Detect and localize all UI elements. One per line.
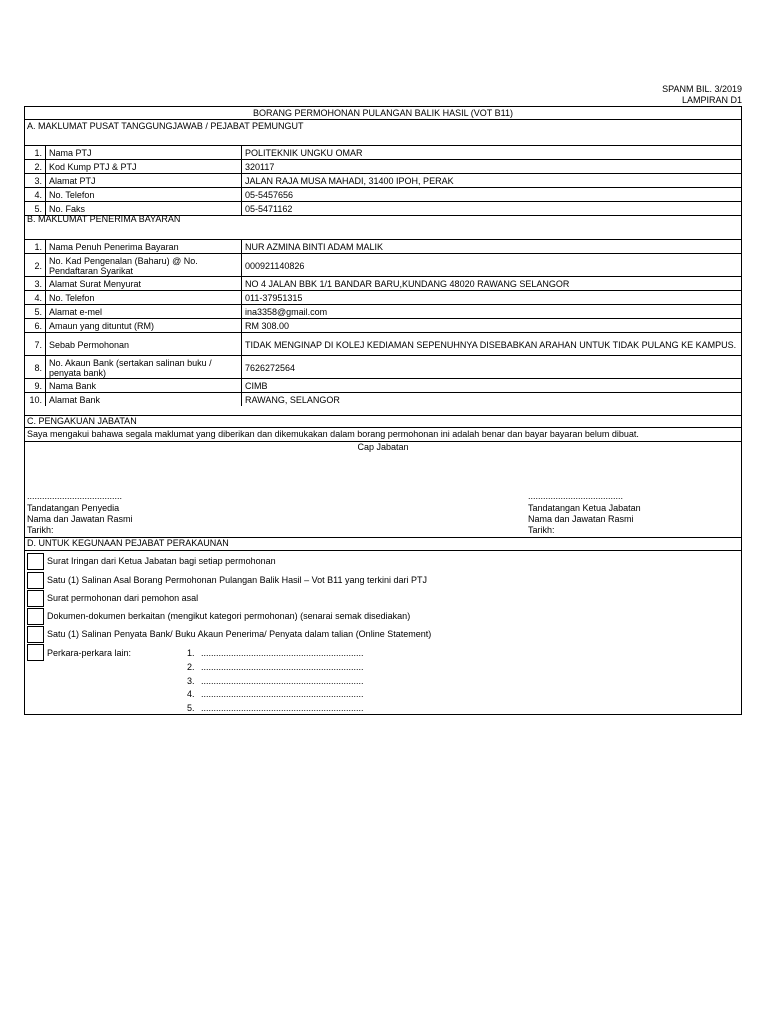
row-number-cell xyxy=(25,254,45,277)
field-value[interactable]: 011-37951315 xyxy=(245,293,303,303)
row-number-cell xyxy=(25,305,45,319)
field-value-cell xyxy=(241,305,743,319)
table-row xyxy=(25,276,741,291)
field-label: No. Telefon xyxy=(49,293,95,303)
section-b-heading: B. MAKLUMAT PENERIMA BAYARAN xyxy=(27,214,181,224)
row-number: 7. xyxy=(34,339,42,350)
field-label-cell xyxy=(45,188,241,202)
other-item-line[interactable]: ................................................................. xyxy=(201,648,364,658)
field-label: No. Kad Pengenalan (Baharu) @ No. Pendaftaran Syarikat xyxy=(49,255,198,276)
head-date-label: Tarikh: xyxy=(528,525,555,535)
field-label-cell xyxy=(45,393,241,406)
field-label-cell xyxy=(45,146,241,160)
field-label-cell xyxy=(45,254,241,277)
field-value[interactable]: JALAN RAJA MUSA MAHADI, 31400 IPOH, PERAK xyxy=(245,176,454,186)
other-item-line[interactable]: ................................................................. xyxy=(201,676,364,686)
table-row xyxy=(25,378,741,393)
document-appendix: LAMPIRAN D1 xyxy=(681,95,742,105)
field-value-cell xyxy=(241,146,743,160)
checkbox-original-form[interactable] xyxy=(27,572,44,589)
preparer-date-label: Tarikh: xyxy=(27,525,54,535)
row-number: 9. xyxy=(34,381,42,391)
row-number: 5. xyxy=(34,204,42,214)
table-row xyxy=(25,392,741,406)
row-number: 1. xyxy=(34,242,42,252)
checkbox-covering-letter[interactable] xyxy=(27,553,44,570)
field-value-cell xyxy=(241,393,743,406)
field-value-cell xyxy=(241,319,743,333)
field-label-cell xyxy=(45,319,241,333)
table-row xyxy=(25,239,741,254)
checkbox-related-documents[interactable] xyxy=(27,608,44,625)
field-value[interactable]: RAWANG, SELANGOR xyxy=(245,394,340,405)
field-label: No. Akaun Bank (sertakan salinan buku / penyata bank) xyxy=(49,357,212,378)
table-row xyxy=(25,173,741,188)
field-label-cell xyxy=(45,277,241,291)
field-label: No. Faks xyxy=(49,204,86,214)
field-value-cell xyxy=(241,240,743,254)
checklist-item-5: Satu (1) Salinan Penyata Bank/ Buku Akaun Penerima/ Penyata dalam talian (Online Statement) xyxy=(47,629,432,639)
other-item-number: 4. xyxy=(187,689,195,699)
row-number: 4. xyxy=(34,190,42,200)
field-value[interactable]: RM 308.00 xyxy=(245,321,290,331)
field-value[interactable]: ina3358@gmail.com xyxy=(245,307,328,317)
field-label-cell xyxy=(45,333,241,356)
head-name-label: Nama dan Jawatan Rasmi xyxy=(528,514,634,524)
checklist-item-4: Dokumen-dokumen berkaitan (mengikut kategori permohonan) (senarai semak disediakan) xyxy=(47,611,411,621)
field-label: No. Telefon xyxy=(49,190,95,200)
field-value-cell xyxy=(241,291,743,305)
section-a-heading: A. MAKLUMAT PUSAT TANGGUNGJAWAB / PEJABAT PEMUNGUT xyxy=(27,121,304,131)
other-item-number: 5. xyxy=(187,703,195,713)
field-value-cell xyxy=(241,174,743,188)
field-label: Amaun yang dituntut (RM) xyxy=(49,321,155,331)
field-value[interactable]: CIMB xyxy=(245,381,268,391)
table-row xyxy=(25,332,741,356)
field-label: Kod Kump PTJ & PTJ xyxy=(49,162,137,172)
other-item-number: 2. xyxy=(187,662,195,672)
application-form xyxy=(24,106,742,715)
field-value-cell xyxy=(241,277,743,291)
field-value[interactable]: NO 4 JALAN BBK 1/1 BANDAR BARU,KUNDANG 48020 RAWANG SELANGOR xyxy=(245,279,570,289)
section-d-heading: D. UNTUK KEGUNAAN PEJABAT PERAKAUNAN xyxy=(27,538,229,548)
row-number: 2. xyxy=(34,162,42,172)
row-number: 10. xyxy=(29,394,42,405)
table-row xyxy=(25,187,741,202)
row-number-cell xyxy=(25,146,45,160)
field-value[interactable]: 320117 xyxy=(245,162,275,172)
table-row xyxy=(25,253,741,277)
other-item-number: 1. xyxy=(187,648,195,658)
row-number: 1. xyxy=(34,148,42,158)
field-value-cell xyxy=(241,202,743,216)
other-item-line[interactable]: ................................................................. xyxy=(201,689,364,699)
preparer-name-label: Nama dan Jawatan Rasmi xyxy=(27,514,133,524)
field-value-cell xyxy=(241,356,743,379)
field-value[interactable]: TIDAK MENGINAP DI KOLEJ KEDIAMAN SEPENUHNYA DISEBABKAN ARAHAN UNTUK TIDAK PULANG KE KAMPUS. xyxy=(245,339,737,350)
field-label: Alamat PTJ xyxy=(49,176,96,186)
row-number-cell xyxy=(25,333,45,356)
checkbox-applicant-letter[interactable] xyxy=(27,590,44,607)
field-value[interactable]: 05-5457656 xyxy=(245,190,294,200)
field-value[interactable]: 7626272564 xyxy=(245,362,296,373)
field-value[interactable]: POLITEKNIK UNGKU OMAR xyxy=(245,148,363,158)
table-row xyxy=(25,145,741,160)
other-item-line[interactable]: ................................................................. xyxy=(201,703,364,713)
declaration-text: Saya mengakui bahawa segala maklumat yang diberikan dan dikemukakan dalam borang permohonan ini adalah benar dan bayar bayaran belum dibuat. xyxy=(27,429,639,439)
field-value-cell xyxy=(241,379,743,393)
preparer-signature-label: Tandatangan Penyedia xyxy=(27,503,120,513)
field-value-cell xyxy=(241,160,743,174)
row-number-cell xyxy=(25,291,45,305)
field-value-cell xyxy=(241,254,743,277)
field-label: Sebab Permohonan xyxy=(49,339,130,350)
field-label-cell xyxy=(45,379,241,393)
field-label: Nama Penuh Penerima Bayaran xyxy=(49,242,179,252)
table-row xyxy=(25,304,741,319)
form-title: BORANG PERMOHONAN PULANGAN BALIK HASIL (VOT B11) xyxy=(253,108,513,118)
checklist-item-1: Surat Iringan dari Ketua Jabatan bagi setiap permohonan xyxy=(47,556,276,566)
field-label: Alamat Surat Menyurat xyxy=(49,279,142,289)
row-number-cell xyxy=(25,174,45,188)
field-label-cell xyxy=(45,240,241,254)
field-value[interactable]: 000921140826 xyxy=(245,260,305,271)
row-number: 8. xyxy=(34,362,42,373)
row-number-cell xyxy=(25,356,45,379)
row-number-cell xyxy=(25,393,45,406)
row-number: 3. xyxy=(34,176,42,186)
stamp-label: Cap Jabatan xyxy=(357,442,409,452)
checkbox-bank-statement[interactable] xyxy=(27,626,44,643)
preparer-signature-line: ...................................... xyxy=(27,491,123,501)
head-signature-line: ...................................... xyxy=(528,491,624,501)
field-label-cell xyxy=(45,174,241,188)
field-label: Alamat e-mel xyxy=(49,307,103,317)
row-number: 3. xyxy=(34,279,42,289)
row-number-cell xyxy=(25,160,45,174)
field-value-cell xyxy=(241,333,743,356)
row-number: 2. xyxy=(34,260,42,271)
row-number: 5. xyxy=(34,307,42,317)
checklist-item-2: Satu (1) Salinan Asal Borang Permohonan Pulangan Balik Hasil – Vot B11 yang terkini dari PTJ xyxy=(47,575,428,585)
field-label-cell xyxy=(45,356,241,379)
row-number-cell xyxy=(25,188,45,202)
other-items-label: Perkara-perkara lain: xyxy=(47,648,132,658)
section-c-heading: C. PENGAKUAN JABATAN xyxy=(27,416,137,426)
other-item-line[interactable]: ................................................................. xyxy=(201,662,364,672)
table-row xyxy=(25,355,741,379)
field-value[interactable]: NUR AZMINA BINTI ADAM MALIK xyxy=(245,242,384,252)
field-label: Nama PTJ xyxy=(49,148,92,158)
field-value-cell xyxy=(241,188,743,202)
row-number: 6. xyxy=(34,321,42,331)
table-row xyxy=(25,290,741,305)
row-number-cell xyxy=(25,319,45,333)
field-label-cell xyxy=(45,160,241,174)
table-row xyxy=(25,159,741,174)
row-number: 4. xyxy=(34,293,42,303)
field-label: Nama Bank xyxy=(49,381,97,391)
row-number-cell xyxy=(25,379,45,393)
checkbox-other-items[interactable] xyxy=(27,644,44,661)
checklist-item-3: Surat permohonan dari pemohon asal xyxy=(47,593,199,603)
field-label-cell xyxy=(45,291,241,305)
field-label-cell xyxy=(45,305,241,319)
head-signature-label: Tandatangan Ketua Jabatan xyxy=(528,503,641,513)
field-label: Alamat Bank xyxy=(49,394,101,405)
table-row xyxy=(25,318,741,333)
row-number-cell xyxy=(25,277,45,291)
document-reference: SPANM BIL. 3/2019 xyxy=(662,84,742,94)
field-value[interactable]: 05-5471162 xyxy=(245,204,293,214)
row-number-cell xyxy=(25,240,45,254)
other-item-number: 3. xyxy=(187,676,195,686)
